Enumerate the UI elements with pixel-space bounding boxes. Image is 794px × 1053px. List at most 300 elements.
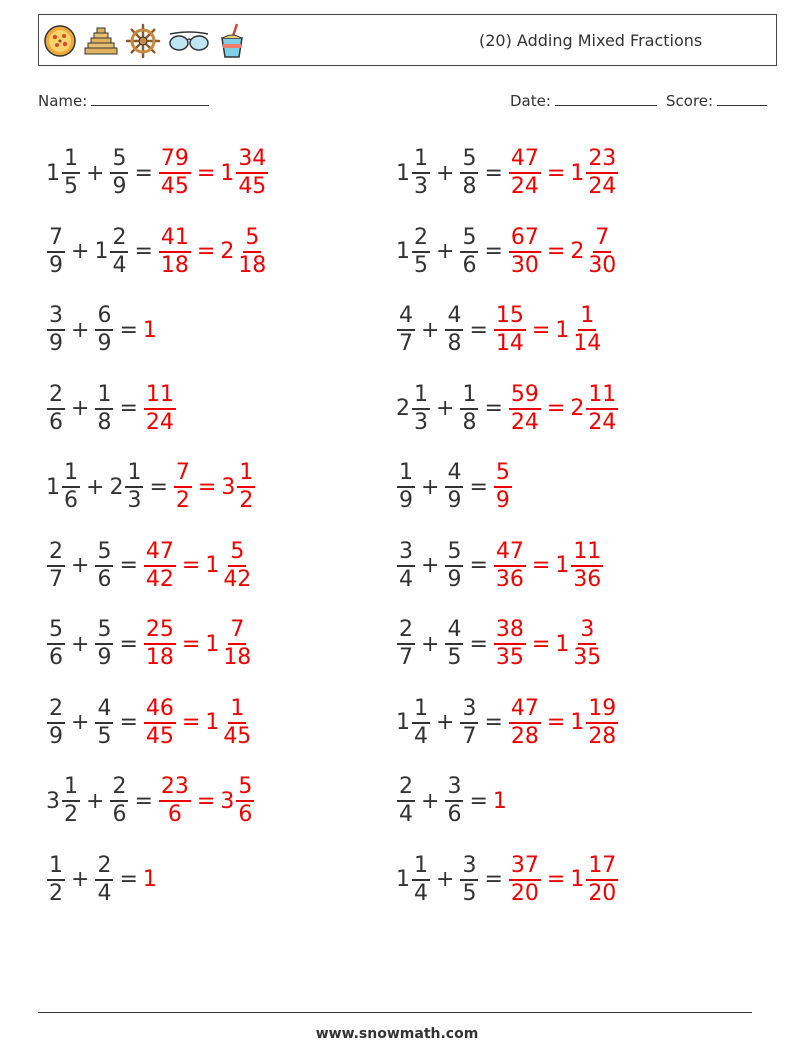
denominator: 35 [573, 645, 602, 670]
answer-value [143, 318, 158, 343]
denominator: 5 [97, 723, 112, 749]
mixed-number [94, 382, 114, 436]
date-field [510, 92, 657, 110]
mixed-number [459, 146, 479, 200]
denominator: 24 [510, 409, 539, 435]
equals-sign: = [469, 317, 488, 343]
mixed-number [396, 460, 416, 514]
plus-sign: + [421, 317, 440, 343]
worksheet-title: (20) Adding Mixed Fractions [479, 31, 703, 50]
equals-sign: = [119, 867, 138, 892]
denominator: 24 [588, 174, 617, 199]
equals-sign: = [119, 317, 138, 343]
fraction [494, 303, 526, 357]
fraction [460, 225, 478, 279]
denominator: 8 [97, 409, 112, 435]
ship-wheel-icon [125, 23, 161, 59]
whole-number: 2 [396, 396, 410, 421]
equals-sign: = [119, 710, 138, 735]
answer-value [493, 789, 508, 814]
mixed-number [396, 303, 416, 357]
denominator: 7 [399, 645, 413, 670]
sand-bucket-icon [217, 22, 247, 60]
problem-row [396, 693, 619, 753]
numerator: 1 [237, 460, 255, 488]
answer-value [143, 696, 177, 750]
problem-row [396, 536, 604, 596]
mixed-number [46, 303, 66, 357]
fraction [586, 225, 618, 279]
fraction [95, 696, 113, 750]
answer-value [508, 225, 542, 279]
numerator: 1 [460, 382, 478, 410]
problem-row [396, 379, 619, 439]
denominator: 5 [64, 174, 78, 199]
fraction [125, 460, 143, 514]
numerator: 47 [144, 539, 176, 567]
denominator: 20 [510, 880, 539, 906]
denominator: 6 [97, 566, 112, 592]
fraction [95, 303, 113, 357]
answer-value [158, 225, 192, 279]
name-field [38, 92, 209, 110]
denominator: 30 [510, 252, 539, 278]
whole-number: 1 [555, 317, 570, 343]
numerator: 2 [47, 382, 65, 410]
numerator: 34 [236, 146, 268, 174]
fraction [144, 696, 176, 750]
answer-value [508, 146, 542, 200]
denominator: 4 [414, 723, 428, 749]
fraction [412, 382, 430, 436]
numerator: 11 [571, 539, 603, 567]
denominator: 3 [414, 409, 428, 435]
answer-value [143, 617, 177, 671]
mixed-number [396, 617, 416, 671]
numerator: 4 [445, 617, 463, 645]
denominator: 14 [573, 331, 602, 356]
equals-sign: = [196, 239, 216, 264]
fraction [110, 225, 128, 279]
score-label: Score: [666, 92, 714, 110]
fraction [47, 696, 65, 750]
numerator: 5 [236, 774, 254, 802]
denominator: 2 [64, 802, 78, 827]
denominator: 9 [49, 252, 63, 278]
fraction [509, 853, 541, 907]
denominator: 9 [495, 488, 510, 513]
fraction [237, 460, 255, 514]
answer-value [220, 774, 255, 828]
numerator: 5 [243, 225, 261, 253]
mixed-number [396, 146, 431, 200]
denominator: 9 [447, 566, 462, 592]
whole-number: 1 [570, 160, 585, 186]
equals-sign: = [134, 788, 153, 814]
mixed-number [46, 853, 66, 907]
whole-number: 2 [570, 396, 585, 421]
numerator: 1 [412, 696, 430, 724]
denominator: 45 [160, 174, 189, 199]
denominator: 3 [127, 488, 142, 513]
numerator: 2 [412, 225, 430, 253]
name-blank [91, 104, 209, 106]
plus-sign: + [436, 710, 455, 735]
answer-value [555, 617, 604, 671]
equals-sign: = [484, 239, 503, 264]
answer-value [493, 539, 527, 593]
numerator: 1 [47, 853, 65, 881]
fraction [47, 382, 65, 436]
mixed-number [444, 539, 464, 593]
fraction [494, 460, 512, 514]
denominator: 9 [447, 488, 462, 513]
equals-sign: = [149, 474, 168, 500]
plus-sign: + [71, 631, 90, 657]
fraction [62, 774, 80, 828]
denominator: 2 [239, 488, 254, 513]
numerator: 1 [412, 382, 430, 410]
numerator: 23 [159, 774, 191, 802]
mixed-number [46, 617, 66, 671]
fraction [571, 303, 603, 357]
whole-number: 1 [46, 160, 60, 186]
score-field [666, 92, 767, 110]
numerator: 37 [509, 853, 541, 881]
numerator: 7 [593, 225, 611, 253]
denominator: 4 [399, 566, 413, 592]
numerator: 1 [125, 460, 143, 488]
fraction [95, 853, 113, 907]
denominator: 6 [49, 645, 63, 670]
answer-value [205, 539, 254, 593]
fraction [397, 774, 415, 828]
mixed-number [46, 696, 66, 750]
answer-value [570, 225, 619, 279]
whole-number: 1 [46, 474, 60, 500]
whole-number: 3 [220, 788, 235, 814]
plus-sign: + [71, 867, 90, 892]
problem-row [46, 143, 269, 203]
fraction [412, 853, 430, 907]
mixed-number [396, 853, 431, 907]
equals-sign: = [546, 710, 566, 735]
answer-value [493, 617, 527, 671]
numerator: 1 [412, 146, 430, 174]
denominator: 36 [573, 566, 602, 592]
denominator: 18 [223, 645, 252, 670]
name-label: Name: [38, 92, 88, 110]
fraction [397, 617, 415, 671]
denominator: 28 [588, 723, 617, 749]
denominator: 24 [510, 174, 539, 199]
pizza-icon [43, 24, 77, 58]
numerator: 3 [460, 696, 478, 724]
fraction [144, 382, 176, 436]
numerator: 2 [397, 617, 415, 645]
fraction [110, 146, 128, 200]
numerator: 46 [144, 696, 176, 724]
numerator: 25 [144, 617, 176, 645]
denominator: 3 [414, 174, 428, 199]
answer-value [508, 382, 542, 436]
equals-sign: = [119, 553, 138, 578]
pyramid-icon [83, 24, 119, 58]
fraction [159, 146, 191, 200]
numerator: 4 [397, 303, 415, 331]
numerator: 5 [460, 225, 478, 253]
numerator: 1 [397, 460, 415, 488]
equals-sign: = [531, 553, 551, 578]
mixed-number [396, 539, 416, 593]
whole-number: 1 [142, 867, 157, 892]
numerator: 2 [95, 853, 113, 881]
fraction [412, 146, 430, 200]
plus-sign: + [421, 788, 440, 814]
fraction [509, 696, 541, 750]
answer-value [570, 382, 619, 436]
mixed-number [444, 460, 464, 514]
numerator: 5 [445, 539, 463, 567]
numerator: 2 [110, 225, 128, 253]
equals-sign: = [484, 710, 503, 735]
whole-number: 1 [570, 867, 585, 892]
fraction [47, 303, 65, 357]
denominator: 24 [145, 409, 174, 435]
fraction [236, 146, 268, 200]
numerator: 2 [110, 774, 128, 802]
numerator: 7 [47, 225, 65, 253]
denominator: 14 [495, 331, 524, 356]
equals-sign: = [469, 553, 488, 578]
denominator: 5 [414, 252, 428, 278]
numerator: 2 [47, 539, 65, 567]
mixed-number [396, 774, 416, 828]
denominator: 4 [414, 880, 428, 906]
mixed-number [46, 460, 81, 514]
equals-sign: = [196, 160, 216, 186]
numerator: 7 [174, 460, 192, 488]
numerator: 1 [95, 382, 113, 410]
whole-number: 1 [142, 317, 157, 343]
plus-sign: + [436, 239, 455, 264]
plus-sign: + [436, 867, 455, 892]
numerator: 2 [47, 696, 65, 724]
answer-value [205, 696, 254, 750]
plus-sign: + [86, 160, 105, 186]
numerator: 38 [494, 617, 526, 645]
problem-row [396, 457, 513, 517]
denominator: 9 [399, 488, 413, 513]
whole-number: 3 [221, 474, 236, 500]
footer-divider [38, 1012, 752, 1013]
whole-number: 1 [205, 631, 220, 657]
denominator: 9 [97, 331, 112, 356]
equals-sign: = [484, 160, 503, 186]
footer-url: www.snowmath.com [315, 1026, 479, 1042]
denominator: 9 [49, 331, 63, 356]
denominator: 6 [238, 802, 253, 827]
answer-value [570, 696, 619, 750]
mixed-number [94, 225, 129, 279]
problem-row [396, 143, 619, 203]
mixed-number [46, 146, 81, 200]
numerator: 47 [509, 146, 541, 174]
mixed-number [396, 382, 431, 436]
whole-number: 1 [555, 553, 570, 578]
problem-row [396, 850, 619, 910]
equals-sign: = [469, 474, 488, 500]
fraction [397, 539, 415, 593]
answer-value [173, 460, 193, 514]
plus-sign: + [436, 396, 455, 421]
whole-number: 1 [396, 160, 410, 186]
numerator: 5 [110, 146, 128, 174]
answer-value [220, 146, 269, 200]
fraction [571, 539, 603, 593]
equals-sign: = [484, 867, 503, 892]
fraction [509, 382, 541, 436]
denominator: 20 [588, 880, 617, 906]
mixed-number [94, 696, 114, 750]
equals-sign: = [531, 317, 551, 343]
denominator: 9 [49, 723, 63, 749]
numerator: 4 [95, 696, 113, 724]
mixed-number [459, 853, 479, 907]
plus-sign: + [421, 553, 440, 578]
problem-row [396, 614, 604, 674]
answer-value [508, 696, 542, 750]
answer-value [221, 460, 256, 514]
equals-sign: = [181, 553, 201, 578]
fraction [159, 774, 191, 828]
answer-value [143, 867, 158, 892]
answer-value [508, 853, 542, 907]
denominator: 4 [112, 252, 127, 278]
denominator: 24 [588, 409, 617, 435]
numerator: 5 [95, 617, 113, 645]
answer-value [570, 853, 619, 907]
numerator: 1 [62, 460, 80, 488]
fraction [586, 853, 618, 907]
numerator: 23 [586, 146, 618, 174]
fraction [412, 696, 430, 750]
mixed-number [109, 146, 129, 200]
whole-number: 1 [396, 867, 410, 892]
numerator: 59 [509, 382, 541, 410]
numerator: 3 [397, 539, 415, 567]
numerator: 1 [62, 774, 80, 802]
problem-row [46, 850, 158, 910]
problem-row [396, 300, 604, 360]
whole-number: 1 [205, 710, 220, 735]
numerator: 1 [228, 696, 246, 724]
mixed-number [444, 617, 464, 671]
numerator: 11 [586, 382, 618, 410]
fraction [445, 303, 463, 357]
equals-sign: = [134, 239, 153, 264]
plus-sign: + [71, 239, 90, 264]
fraction [110, 774, 128, 828]
mixed-number [46, 539, 66, 593]
mixed-number [444, 303, 464, 357]
fraction [509, 225, 541, 279]
whole-number: 2 [109, 474, 124, 500]
equals-sign: = [469, 788, 488, 814]
denominator: 36 [495, 566, 524, 592]
answer-value [493, 460, 513, 514]
fraction [174, 460, 192, 514]
whole-number: 1 [555, 631, 570, 657]
problem-row [46, 222, 269, 282]
mixed-number [94, 539, 114, 593]
problem-row [46, 771, 255, 831]
whole-number: 1 [492, 788, 507, 814]
date-blank [555, 104, 657, 106]
numerator: 5 [95, 539, 113, 567]
plus-sign: + [71, 710, 90, 735]
fraction [221, 696, 253, 750]
denominator: 9 [112, 174, 127, 199]
denominator: 6 [167, 802, 182, 827]
mixed-number [459, 696, 479, 750]
answer-value [205, 617, 254, 671]
mixed-number [94, 853, 114, 907]
answer-value [220, 225, 269, 279]
fraction [460, 146, 478, 200]
fraction [47, 225, 65, 279]
fraction [144, 617, 176, 671]
fraction [397, 303, 415, 357]
problem-row [46, 379, 177, 439]
fraction [509, 146, 541, 200]
numerator: 5 [228, 539, 246, 567]
equals-sign: = [197, 474, 217, 500]
equals-sign: = [196, 788, 216, 814]
denominator: 5 [447, 645, 462, 670]
denominator: 8 [462, 409, 477, 435]
denominator: 45 [238, 174, 267, 199]
fraction [47, 853, 65, 907]
denominator: 6 [49, 409, 63, 435]
equals-sign: = [546, 239, 566, 264]
equals-sign: = [181, 631, 201, 657]
plus-sign: + [86, 788, 105, 814]
denominator: 18 [238, 252, 267, 278]
answer-value [158, 774, 192, 828]
answer-value [493, 303, 527, 357]
numerator: 79 [159, 146, 191, 174]
mixed-number [94, 303, 114, 357]
fraction [62, 460, 80, 514]
fraction [144, 539, 176, 593]
answer-value [555, 303, 604, 357]
numerator: 1 [62, 146, 80, 174]
answer-value [158, 146, 192, 200]
equals-sign: = [546, 396, 566, 421]
fraction [494, 617, 526, 671]
denominator: 18 [145, 645, 174, 670]
whole-number: 1 [220, 160, 235, 186]
numerator: 1 [412, 853, 430, 881]
mixed-number [46, 382, 66, 436]
whole-number: 1 [396, 239, 410, 264]
plus-sign: + [436, 160, 455, 186]
numerator: 4 [445, 460, 463, 488]
equals-sign: = [531, 631, 551, 657]
equals-sign: = [484, 396, 503, 421]
date-label: Date: [510, 92, 551, 110]
